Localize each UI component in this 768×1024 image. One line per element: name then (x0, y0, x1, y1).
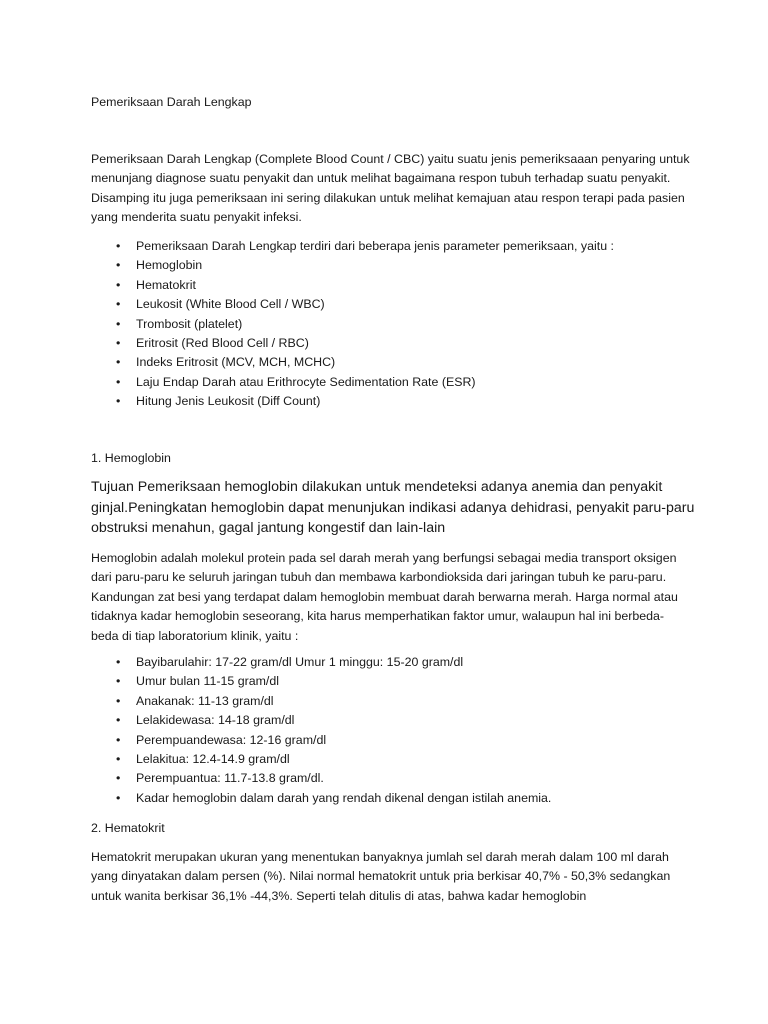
list-item (91, 315, 691, 334)
list-item (91, 653, 691, 672)
bullet-icon: • (116, 752, 121, 767)
list-item (91, 692, 691, 711)
list-item (91, 276, 691, 295)
bullet-icon: • (116, 336, 121, 351)
bullet-icon: • (116, 374, 121, 389)
list-item-text: Umur bulan 11-15 gram/dl (136, 674, 280, 689)
list-item-text: Anakanak: 11-13 gram/dl (136, 693, 274, 708)
bullet-icon: • (116, 394, 121, 409)
list-item (91, 711, 691, 730)
list-item (91, 731, 691, 750)
section-heading-hemoglobin: 1. Hemoglobin (91, 451, 171, 465)
list-item (91, 750, 691, 769)
list-item (91, 334, 691, 353)
bullet-icon: • (116, 316, 121, 331)
list-item-text: Kadar hemoglobin dalam darah yang rendah dikenal dengan istilah anemia. (136, 790, 552, 805)
list-item-text: Trombosit (platelet) (136, 316, 243, 331)
list-item (91, 373, 691, 392)
bullet-icon: • (116, 297, 121, 312)
bullet-icon: • (116, 277, 121, 292)
list-item (91, 353, 691, 372)
list-item-text: Hitung Jenis Leukosit (Diff Count) (136, 394, 321, 409)
bullet-icon: • (116, 239, 121, 253)
list-item (91, 392, 691, 411)
list-item-text: Bayibarulahir: 17-22 gram/dl Umur 1 minggu: 15-20 gram/dl (136, 655, 464, 669)
bullet-icon: • (116, 732, 121, 747)
list-item (91, 672, 691, 691)
bullet-icon: • (116, 258, 121, 273)
list-item-text: Lelakitua: 12.4-14.9 gram/dl (136, 752, 290, 767)
document-title: Pemeriksaan Darah Lengkap (91, 95, 252, 109)
hematokrit-description-paragraph: Hematokrit merupakan ukuran yang menentukan banyaknya jumlah sel darah merah dalam 100 ml darah yang dinyatakan dalam persen (%). Nilai normal hematokrit untuk pria berkisar 40,7% - 50,3% sedangkan untuk wanita berkisar 36,1% -44,3%. Seperti telah ditulis di atas, bahwa kadar hemoglobin (91, 850, 671, 903)
bullet-icon: • (116, 790, 121, 805)
parameter-list (91, 237, 691, 412)
list-item (91, 237, 691, 256)
hemoglobin-purpose-paragraph: Tujuan Pemeriksaan hemoglobin dilakukan untuk mendeteksi adanya anemia dan penyakit ginjal.Peningkatan hemoglobin dapat menunjukan indikasi adanya dehidrasi, penyakit paru-paru obstruksi menahun, gagal jantung kongestif dan lain-lain (91, 479, 695, 536)
hemoglobin-description-paragraph: Hemoglobin adalah molekul protein pada sel darah merah yang berfungsi sebagai media transport oksigen dari paru-paru ke seluruh jaringan tubuh dan membawa karbondioksida dari jaringan tubuh ke paru-paru. Kandungan zat besi yang terdapat dalam hemoglobin membuat darah berwarna merah. Harga normal atau tidaknya kadar hemoglobin seseorang, kita harus memperhatikan faktor umur, walaupun hal ini berbeda-beda di tiap laboratorium klinik, yaitu : (91, 551, 678, 643)
bullet-icon: • (116, 693, 121, 708)
normal-values-list (91, 653, 691, 808)
list-item-text: Laju Endap Darah atau Erithrocyte Sedimentation Rate (ESR) (136, 374, 476, 389)
intro-paragraph: Pemeriksaan Darah Lengkap (Complete Blood Count / CBC) yaitu suatu jenis pemeriksaaan penyaring untuk menunjang diagnose suatu penyakit dan untuk melihat bagaimana respon tubuh terhadap suatu penyakit. Disamping itu juga pemeriksaan ini sering dilakukan untuk melihat kemajuan atau respon terapi pada pasien yang menderita suatu penyakit infeksi. (91, 152, 690, 225)
bullet-icon: • (116, 674, 121, 689)
list-item-text: Pemeriksaan Darah Lengkap terdiri dari beberapa jenis parameter pemeriksaan, yaitu : (136, 239, 614, 253)
list-item-text: Leukosit (White Blood Cell / WBC) (136, 297, 325, 312)
list-item (91, 789, 691, 808)
list-item (91, 769, 691, 788)
list-item-text: Hemoglobin (136, 258, 203, 273)
bullet-icon: • (116, 713, 121, 728)
bullet-icon: • (116, 655, 121, 669)
section-heading-hematokrit: 2. Hematokrit (91, 821, 165, 835)
list-item (91, 256, 691, 275)
list-item-text: Eritrosit (Red Blood Cell / RBC) (136, 336, 309, 351)
list-item-text: Perempuandewasa: 12-16 gram/dl (136, 732, 327, 747)
bullet-icon: • (116, 771, 121, 786)
bullet-icon: • (116, 355, 121, 370)
list-item (91, 295, 691, 314)
list-item-text: Hematokrit (136, 277, 196, 292)
list-item-text: Lelakidewasa: 14-18 gram/dl (136, 713, 295, 728)
list-item-text: Perempuantua: 11.7-13.8 gram/dl. (136, 771, 324, 786)
list-item-text: Indeks Eritrosit (MCV, MCH, MCHC) (136, 355, 336, 370)
